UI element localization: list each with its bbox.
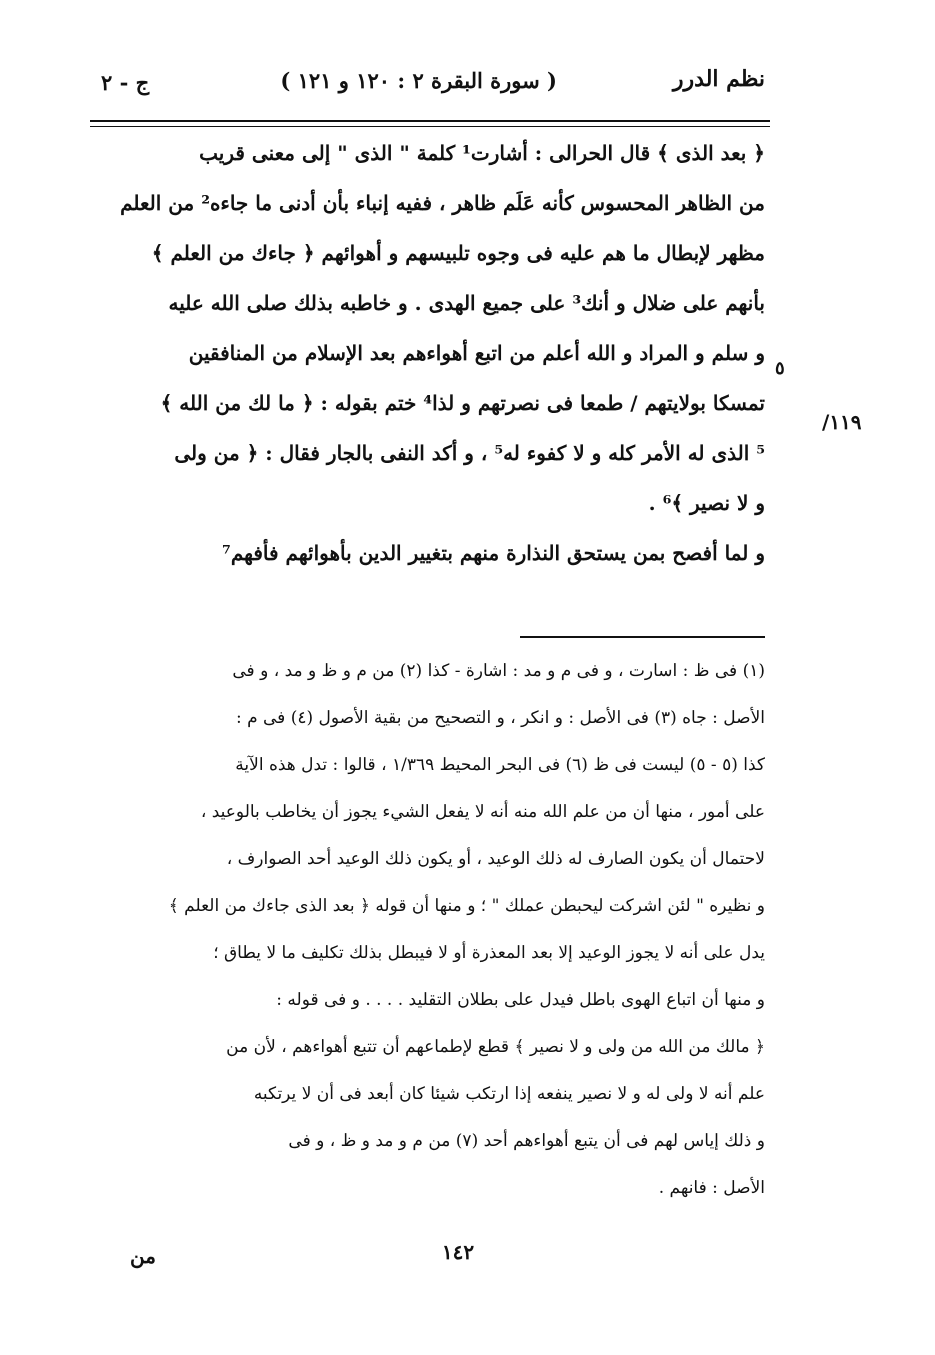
- footnote-line: ﴿ مالك من الله من ولى و لا نصير ﴾ قطع لإطماعهم أن تتبع أهواءهم ، لأن من: [226, 1037, 765, 1057]
- book-title: نظم الدرر: [672, 66, 765, 92]
- surah-reference: ( سورة البقرة ٢ : ١٢٠ و ١٢١ ): [280, 68, 557, 93]
- footnote-line: و منها أن اتباع الهوى باطل فيدل على بطلان التقليد . . . . و فى قوله :: [276, 990, 765, 1010]
- footnote-line: الأصل : جاه (٣) فى الأصل : و انكر ، و التصحيح من بقية الأصول (٤) فى م :: [235, 708, 765, 728]
- volume-label: ج - ٢: [101, 70, 150, 95]
- footnote-line: و ذلك إياس لهم فى أن يتبع أهواءهم أحد (٧) من م و مد و ظ ، و فى: [288, 1131, 765, 1151]
- footnote-line: الأصل : فانهم .: [658, 1178, 765, 1198]
- text-line: من الظاهر المحسوس كأنه عَلَم ظاهر ، ففيه إنباء بأن أدنى ما جاءه² من العلم: [120, 191, 765, 215]
- text-line: مظهر لإبطال ما هم عليه فى وجوه تلبيسهم و أهوائهم ﴿ جاءك من العلم ﴾: [151, 241, 765, 265]
- page-header: [95, 62, 765, 106]
- text-line: بأنهم على ضلال و أنك³ على جميع الهدى . و خاطبه بذلك صلى الله عليه: [168, 291, 765, 315]
- footnote-line: (١) فى ظ : اسارت ، و فى م و مد : اشارة - كذا (٢) من م و ظ و مد ، و فى: [232, 661, 765, 681]
- footnote-line: يدل على أنه لا يجوز الوعيد إلا بعد المعذرة أو لا فيبطل بذلك تكليف ما لا يطاق ؛: [213, 943, 765, 963]
- text-line: و لما أفصح بمن يستحق النذارة منهم بتغيير الدين بأهوائهم فأفهم⁷: [222, 541, 765, 565]
- footnote-rule: [520, 636, 765, 638]
- text-line: و سلم و المراد و الله أعلم من اتبع أهواءهم بعد الإسلام من المنافقين: [188, 341, 765, 365]
- margin-folio-note: ١١٩/: [822, 410, 862, 434]
- footnotes: [105, 648, 765, 1212]
- line-number-marker: ٥: [775, 358, 785, 379]
- footnote-line: كذا (٥ - ٥) ليست فى ظ (٦) فى البحر المحيط ١/٣٦٩ ، قالوا : تدل هذه الآية: [235, 755, 765, 775]
- footnote-line: على أمور ، منها أن من علم الله منه أنه لا يفعل الشيء يجوز أن يخاطب بالوعيد ،: [200, 802, 765, 822]
- header-rule-thin: [90, 126, 770, 127]
- footnote-line: و نظيره " لئن اشركت ليحبطن عملك " ؛ و منها أن قوله ﴿ بعد الذى جاءك من العلم ﴾: [168, 896, 765, 916]
- page-number: ١٤٢: [441, 1240, 475, 1264]
- text-line: تمسكا بولايتهم / طمعا فى نصرتهم و لذا⁴ ختم بقوله : ﴿ ما لك من الله ﴾: [160, 391, 765, 415]
- text-line: و لا نصير ﴾⁶ .: [648, 491, 765, 515]
- footnote-line: علم أنه لا ولى له و لا نصير ينفعه إذا ارتكب شيئا كان أبعد فى أن لا يرتكبه: [253, 1084, 765, 1104]
- text-line: ⁵ الذى له الأمر كله و لا كفوء له⁵ ، و أكد النفى بالجار فقال : ﴿ من ولى: [174, 441, 765, 465]
- header-rule: [90, 120, 770, 122]
- footnote-line: لاحتمال أن يكون الصارف له ذلك الوعيد ، أو يكون ذلك الوعيد أحد الصوارف ،: [226, 849, 765, 869]
- catchword: من: [130, 1244, 156, 1268]
- main-text: [105, 128, 765, 578]
- text-line: ﴿ بعد الذى ﴾ قال الحرالى : أشارت¹ كلمة " الذى " إلى معنى قريب: [199, 141, 765, 165]
